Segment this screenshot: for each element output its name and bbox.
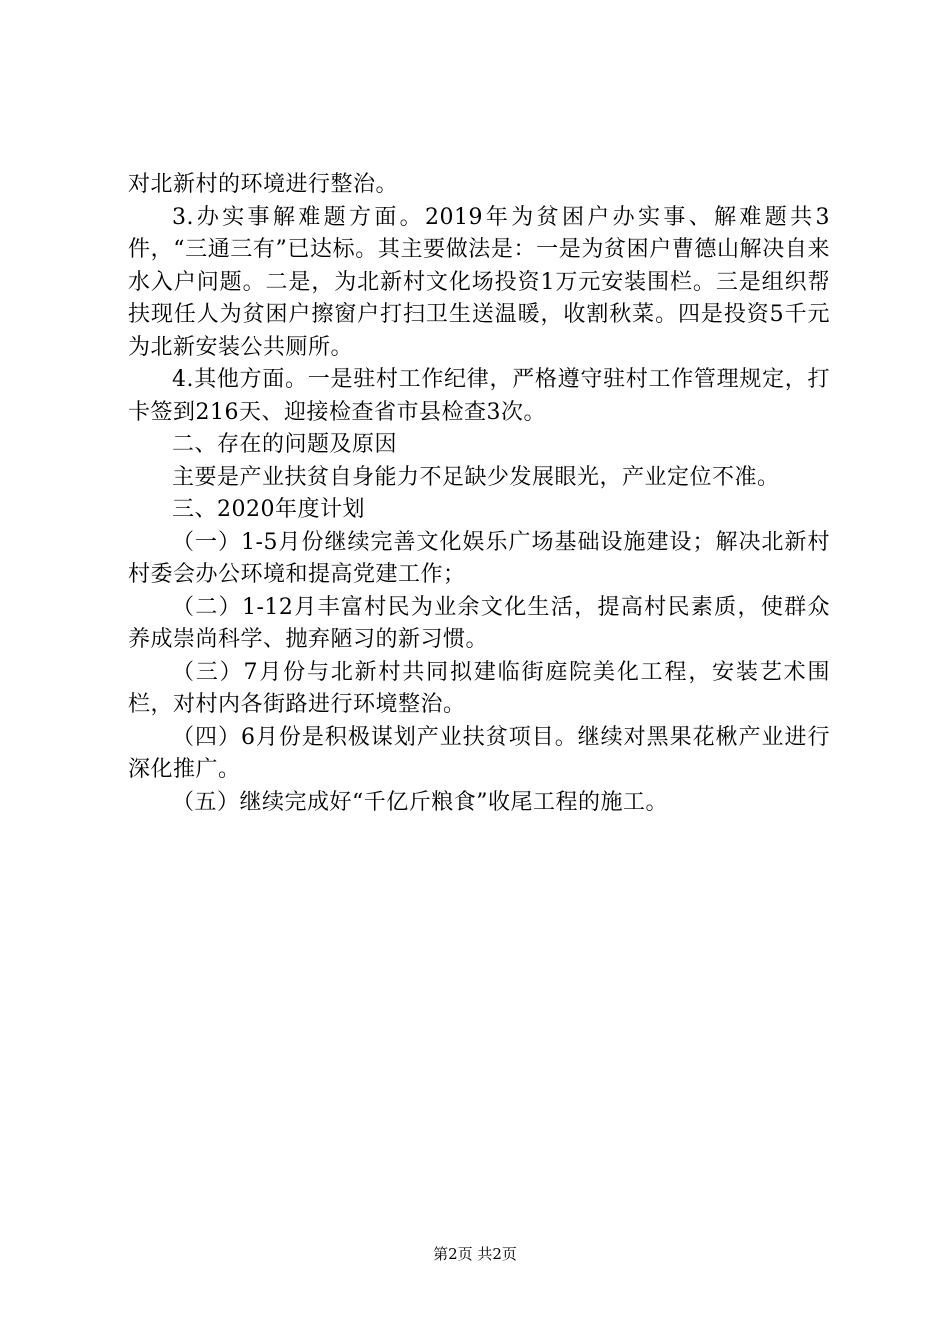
paragraph-section-4: 4.其他方面。一是驻村工作纪律，严格遵守驻村工作管理规定，打卡签到216天、迎接检查省市县检查3次。 bbox=[128, 367, 830, 425]
paragraph-continuation: 对北新村的环境进行整治。 bbox=[128, 172, 399, 197]
plan-item-1: （一）1-5月份继续完善文化娱乐广场基础设施建设；解决北新村村委会办公环境和提高党建工作； bbox=[128, 529, 830, 587]
document-body bbox=[128, 169, 830, 819]
paragraph-problems: 主要是产业扶贫自身能力不足缺少发展眼光，产业定位不准。 bbox=[172, 464, 780, 490]
heading-plan: 三、2020年度计划 bbox=[172, 497, 365, 522]
plan-item-5: （五）继续完成好“千亿斤粮食”收尾工程的施工。 bbox=[172, 789, 668, 815]
heading-problems: 二、存在的问题及原因 bbox=[172, 432, 398, 457]
page-footer: 第2页 共2页 bbox=[433, 1245, 517, 1263]
plan-item-2: （二）1-12月丰富村民为业余文化生活，提高村民素质，使群众养成崇尚科学、抛弃陋习的新习惯。 bbox=[128, 594, 830, 652]
plan-item-4: （四）6月份是积极谋划产业扶贫项目。继续对黑果花楸产业进行深化推广。 bbox=[128, 724, 830, 782]
plan-item-3: （三）7月份与北新村共同拟建临街庭院美化工程，安装艺术围栏，对村内各街路进行环境整治。 bbox=[128, 659, 830, 717]
paragraph-section-3: 3.办实事解难题方面。2019年为贫困户办实事、解难题共3件，“三通三有”已达标。其主要做法是：一是为贫困户曹德山解决自来水入户问题。二是，为北新村文化场投资1万元安装围栏。三是组织帮扶现任人为贫困户擦窗户打扫卫生送温暖，收割秋菜。四是投资5千元为北新安装公共厕所。 bbox=[128, 204, 830, 360]
